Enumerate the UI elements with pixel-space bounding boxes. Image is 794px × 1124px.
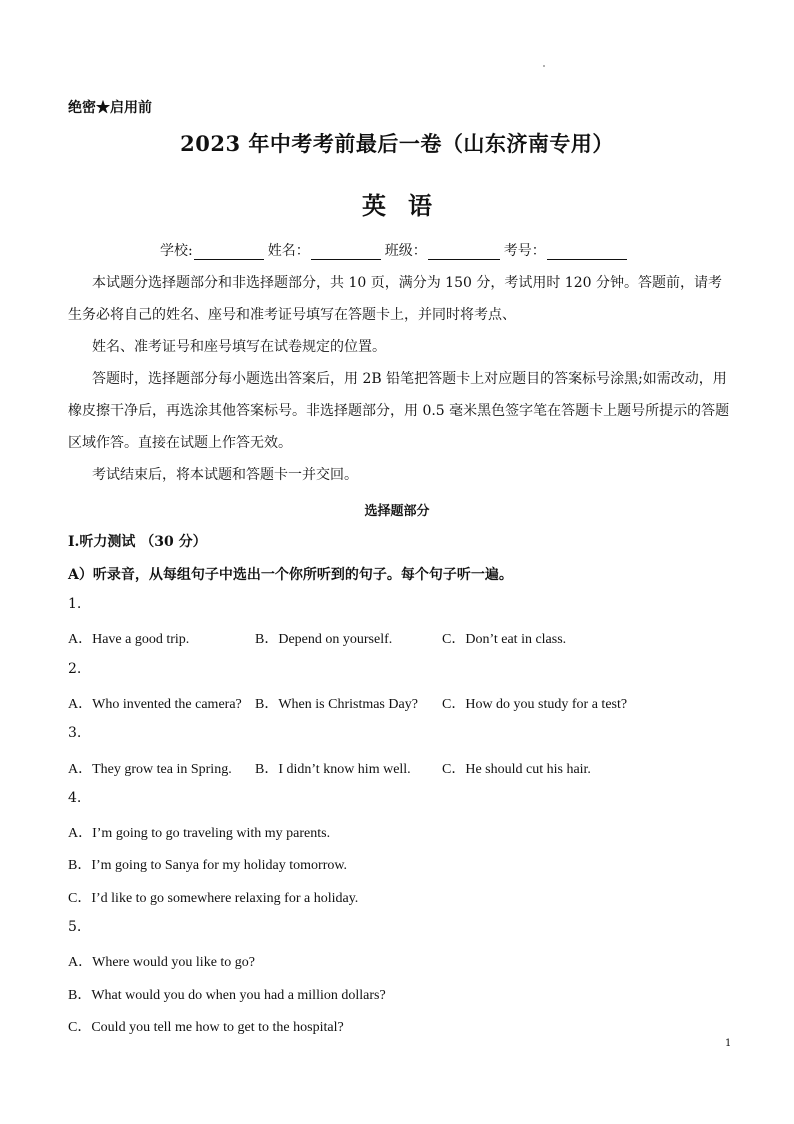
- class-field[interactable]: [385, 240, 500, 260]
- instructions: [68, 267, 732, 491]
- option-a: A．Have a good trip.: [68, 632, 190, 647]
- option-a: A．Who invented the camera?: [68, 697, 242, 712]
- name-field[interactable]: [268, 240, 381, 260]
- instruction-paragraph: 答题时，选择题部分每小题选出答案后，用 2B 铅笔把答题卡上对应题目的答案标号涂黑;如需改动，用橡皮擦干净后，再选涂其他答案标号。非选择题部分，用 0.5 毫米黑色签字笔在答题卡上题号所提示的答题区域作答。直接在试题上作答无效。: [68, 371, 730, 451]
- instruction-paragraph: 本试题分选择题部分和非选择题部分，共 10 页，满分为 150 分，考试用时 120 分钟。答题前，请考生务必将自己的姓名、座号和准考证号填写在答题卡上，并同时将考点、: [68, 275, 722, 323]
- option-b: B．I’m going to Sanya for my holiday tomorrow.: [68, 858, 348, 873]
- option-b: B．What would you do when you had a million dollars?: [68, 988, 386, 1003]
- exam-title: 2023 年中考考前最后一卷（山东济南专用）: [180, 131, 614, 156]
- page-number: 1: [725, 1038, 732, 1049]
- option-c: C．Don’t eat in class.: [442, 632, 567, 647]
- question-number: 4.: [68, 790, 82, 806]
- confidential-mark: 绝密★启用前: [68, 100, 152, 116]
- question-number: 5.: [68, 919, 82, 935]
- section-title: 选择题部分: [364, 504, 430, 519]
- option-b: B．When is Christmas Day?: [255, 697, 418, 712]
- exam-number-blank[interactable]: [547, 245, 627, 260]
- option-c: C．Could you tell me how to get to the hospital?: [68, 1020, 344, 1035]
- question-number: 1.: [68, 596, 82, 612]
- option-a: A．I’m going to go traveling with my parents.: [68, 826, 331, 841]
- option-b: B．I didn’t know him well.: [255, 762, 411, 777]
- option-a: A．They grow tea in Spring.: [68, 762, 232, 777]
- student-info-line: [160, 240, 631, 260]
- name-blank[interactable]: [311, 245, 381, 260]
- scan-speck: [543, 65, 545, 67]
- question-number: 3.: [68, 725, 82, 741]
- class-blank[interactable]: [428, 245, 500, 260]
- option-c: C．He should cut his hair.: [442, 762, 591, 777]
- exam-number-label: 考号：: [503, 243, 546, 259]
- class-label: 班级：: [384, 243, 427, 259]
- school-field[interactable]: [160, 240, 264, 260]
- instruction-paragraph: 姓名、准考证号和座号填写在试卷规定的位置。: [92, 339, 386, 355]
- school-blank[interactable]: [194, 245, 264, 260]
- option-a: A．Where would you like to go?: [68, 955, 256, 970]
- exam-number-field[interactable]: [504, 240, 627, 260]
- question-number: 2.: [68, 661, 82, 677]
- part-instruction: A）听录音，从每组句子中选出一个你所听到的句子。每个句子听一遍。: [68, 567, 513, 583]
- part-title: I.听力测试 （30 分）: [68, 534, 207, 550]
- school-label: 学校:: [160, 243, 193, 259]
- option-c: C．How do you study for a test?: [442, 697, 628, 712]
- instruction-paragraph: 考试结束后，将本试题和答题卡一并交回。: [92, 467, 358, 483]
- subject-title: 英语: [362, 191, 454, 220]
- option-c: C．I’d like to go somewhere relaxing for a holiday.: [68, 891, 359, 906]
- option-b: B．Depend on yourself.: [255, 632, 393, 647]
- name-label: 姓名：: [267, 243, 310, 259]
